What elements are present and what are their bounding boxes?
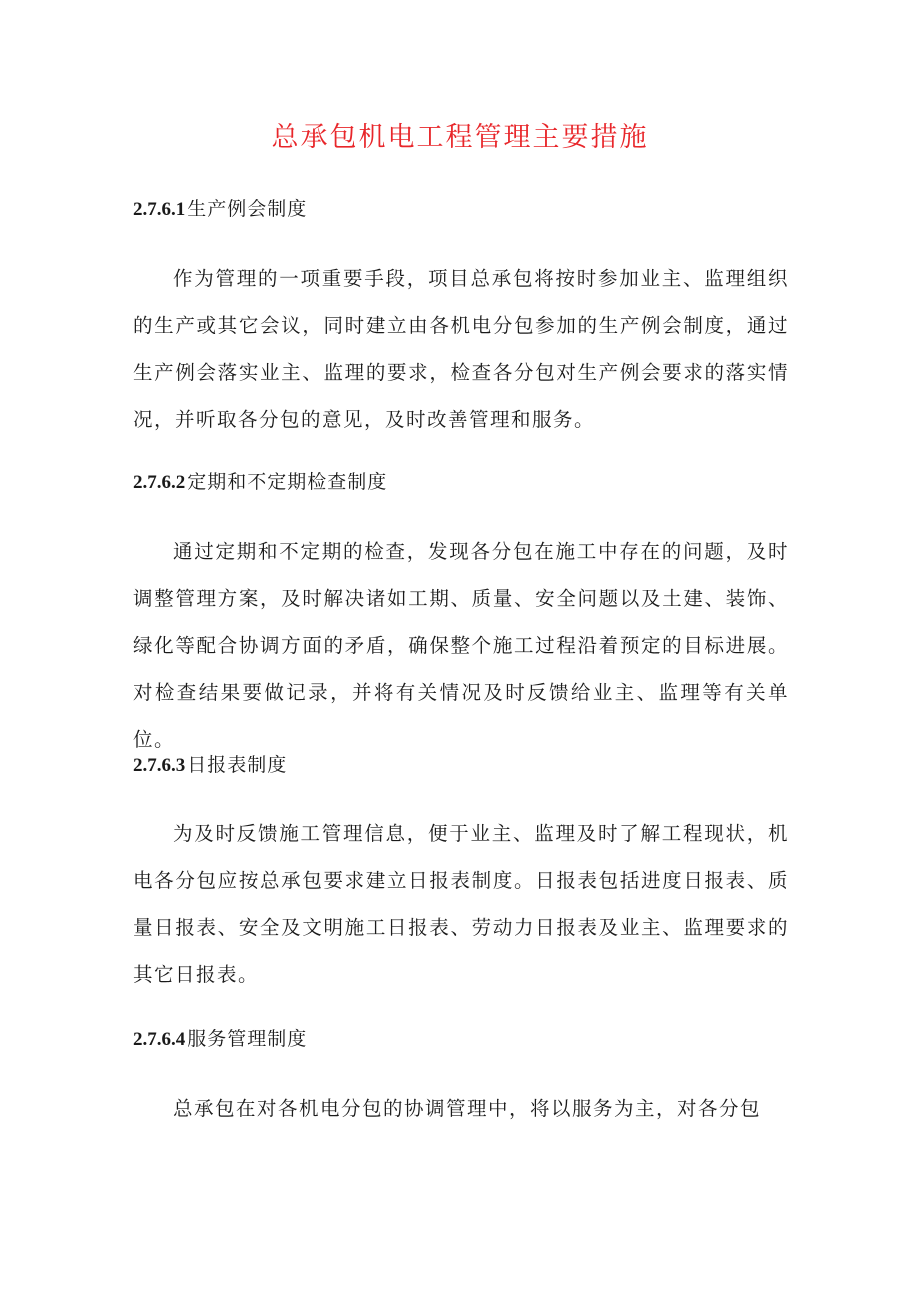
section-heading: [133, 467, 387, 498]
section-number: 2.7.6.2: [133, 472, 186, 493]
section-heading: [133, 194, 307, 225]
section-paragraph: 为及时反馈施工管理信息，便于业主、监理及时了解工程现状，机电各分包应按总承包要求建立日报表制度。日报表包括进度日报表、质量日报表、安全及文明施工日报表、劳动力日报表及业主、监理要求的其它日报表。: [133, 822, 789, 986]
section-heading-text: 服务管理制度: [187, 1028, 308, 1050]
section-heading: [133, 1024, 307, 1055]
section-number: 2.7.6.3: [133, 755, 186, 776]
section-heading-text: 定期和不定期检查制度: [187, 471, 388, 493]
section-paragraph: 通过定期和不定期的检查，发现各分包在施工中存在的问题，及时调整管理方案，及时解决诸如工期、质量、安全问题以及土建、装饰、绿化等配合协调方面的矛盾，确保整个施工过程沿着预定的目标进展。对检查结果要做记录，并将有关情况及时反馈给业主、监理等有关单位。: [133, 540, 789, 751]
section-number: 2.7.6.4: [133, 1029, 186, 1050]
section-paragraph: 作为管理的一项重要手段，项目总承包将按时参加业主、监理组织的生产或其它会议，同时建立由各机电分包参加的生产例会制度，通过生产例会落实业主、监理的要求，检查各分包对生产例会要求的落实情况，并听取各分包的意见，及时改善管理和服务。: [133, 267, 789, 431]
document-title: 总承包机电工程管理主要措施: [271, 122, 649, 153]
section-heading: [133, 750, 287, 781]
section-heading-text: 生产例会制度: [187, 198, 308, 220]
section-number: 2.7.6.1: [133, 199, 186, 220]
section-paragraph: 总承包在对各机电分包的协调管理中，将以服务为主，对各分包: [173, 1097, 762, 1120]
section-heading-text: 日报表制度: [187, 754, 288, 776]
